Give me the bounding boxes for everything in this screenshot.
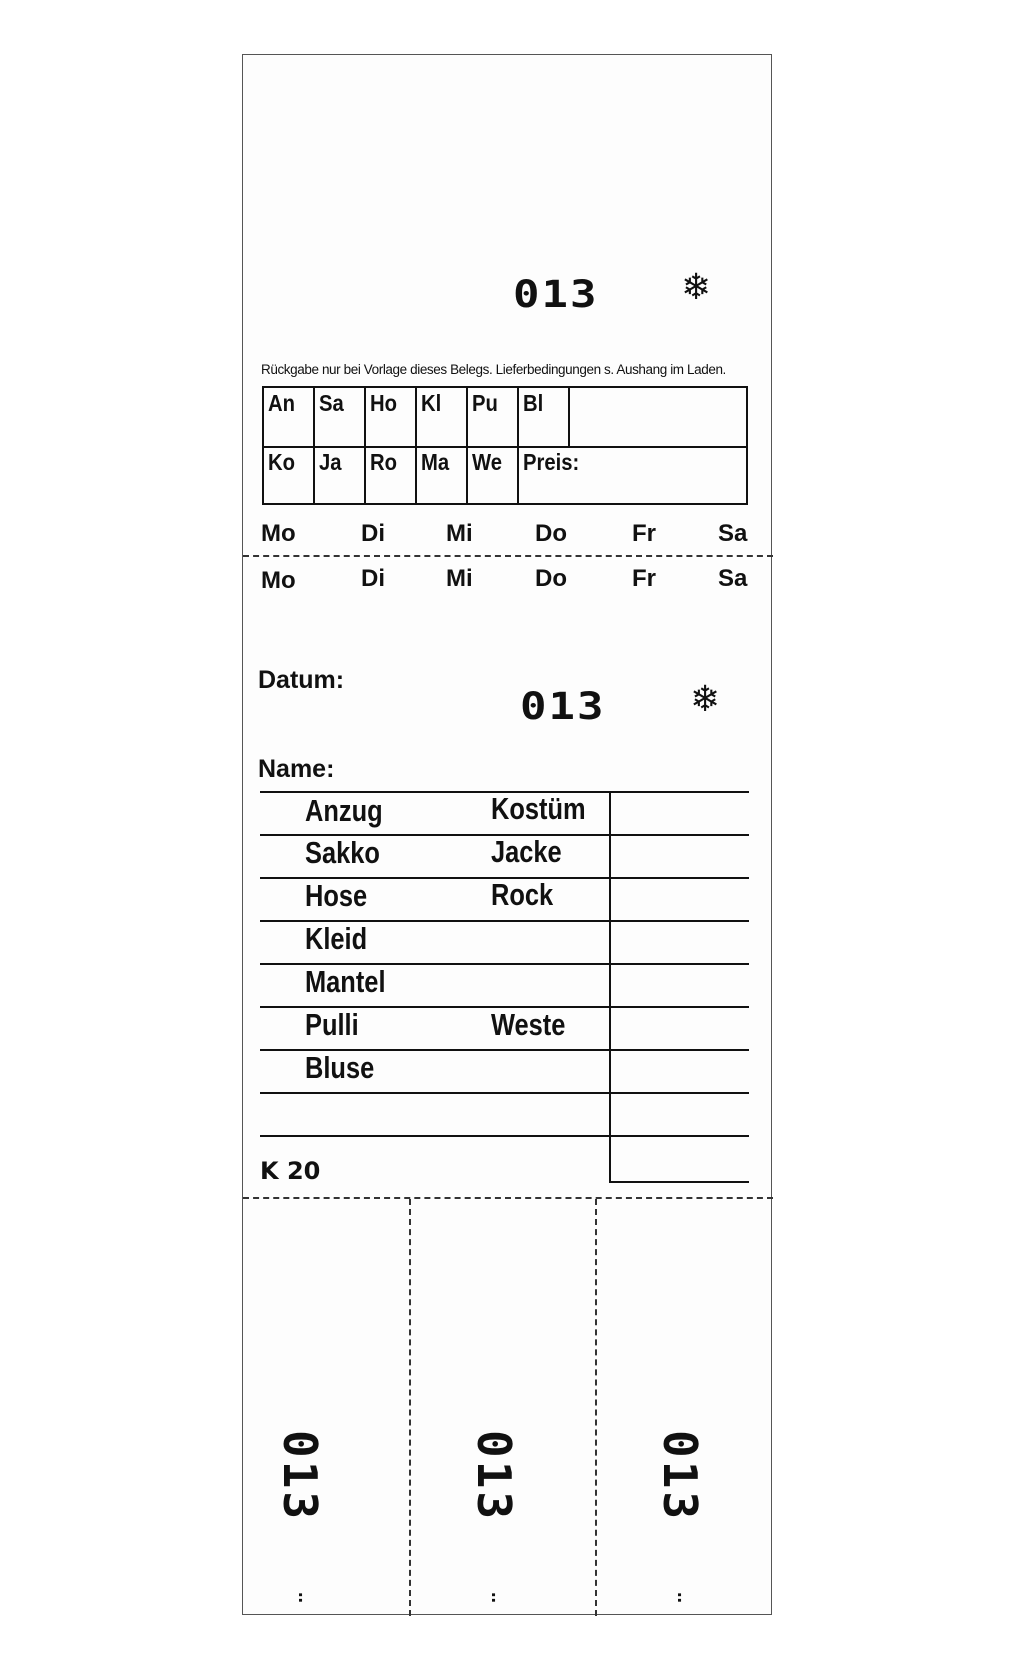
weekday-mi-top: Mi xyxy=(446,520,473,547)
garment-bluse: Bluse xyxy=(305,1050,375,1085)
form-code: K 20 xyxy=(260,1157,321,1185)
stub-number-3: 013 xyxy=(653,1430,707,1523)
weekday-do-bottom: Do xyxy=(535,565,567,592)
grid-code-ko: Ko xyxy=(268,449,295,475)
garment-pulli: Pulli xyxy=(305,1007,359,1042)
weekday-mo-bottom: Mo xyxy=(261,567,296,594)
ticket-number-middle: 013 xyxy=(520,685,606,729)
garment-weste: Weste xyxy=(491,1007,566,1042)
weekday-sa-top: Sa xyxy=(718,520,748,547)
garment-anzug: Anzug xyxy=(305,793,383,828)
garment-kleid: Kleid xyxy=(305,921,368,956)
grid-code-ho: Ho xyxy=(370,390,397,416)
stub-dots-2: .. xyxy=(487,1592,509,1604)
weekday-do-top: Do xyxy=(535,520,567,547)
garment-jacke: Jacke xyxy=(491,834,562,869)
stub-number-1: 013 xyxy=(273,1430,327,1523)
stub-divider-2 xyxy=(595,1199,597,1616)
garment-kostuem: Kostüm xyxy=(491,791,586,826)
garment-rock: Rock xyxy=(491,877,554,912)
weekday-di-top: Di xyxy=(361,520,385,547)
stub-dots-1: .. xyxy=(294,1592,316,1604)
snowflake-icon: ❄ xyxy=(681,267,712,308)
date-label: Datum: xyxy=(258,666,345,694)
stub-number-2: 013 xyxy=(467,1430,521,1523)
service-code-grid xyxy=(262,386,748,505)
garment-hose: Hose xyxy=(305,878,368,913)
grid-code-ma: Ma xyxy=(421,449,450,475)
stub-dots-3: .. xyxy=(673,1592,695,1604)
perforation-line-upper xyxy=(243,555,773,557)
perforation-line-lower xyxy=(243,1197,773,1199)
cleaning-ticket xyxy=(242,54,772,1615)
weekday-fr-top: Fr xyxy=(632,520,656,547)
grid-code-bl: Bl xyxy=(523,390,544,416)
name-label: Name: xyxy=(258,755,335,783)
stub-divider-1 xyxy=(409,1199,411,1616)
weekday-sa-bottom: Sa xyxy=(718,565,748,592)
weekday-di-bottom: Di xyxy=(361,565,385,592)
weekday-mi-bottom: Mi xyxy=(446,565,473,592)
grid-code-sa: Sa xyxy=(319,390,344,416)
grid-code-we: We xyxy=(472,449,503,475)
weekday-fr-bottom: Fr xyxy=(632,565,656,592)
grid-code-pu: Pu xyxy=(472,390,498,416)
grid-code-kl: Kl xyxy=(421,390,442,416)
snowflake-icon-middle: ❄ xyxy=(690,679,721,720)
weekday-mo-top: Mo xyxy=(261,520,296,547)
price-label: Preis: xyxy=(523,449,580,475)
garment-sakko: Sakko xyxy=(305,835,380,870)
grid-code-ja: Ja xyxy=(319,449,342,475)
grid-code-an: An xyxy=(268,390,295,416)
ticket-number-top: 013 xyxy=(513,273,599,317)
return-notice: Rückgabe nur bei Vorlage dieses Belegs. Lieferbedingungen s. Aushang im Laden. xyxy=(261,362,726,377)
garment-mantel: Mantel xyxy=(305,964,386,999)
grid-code-ro: Ro xyxy=(370,449,397,475)
